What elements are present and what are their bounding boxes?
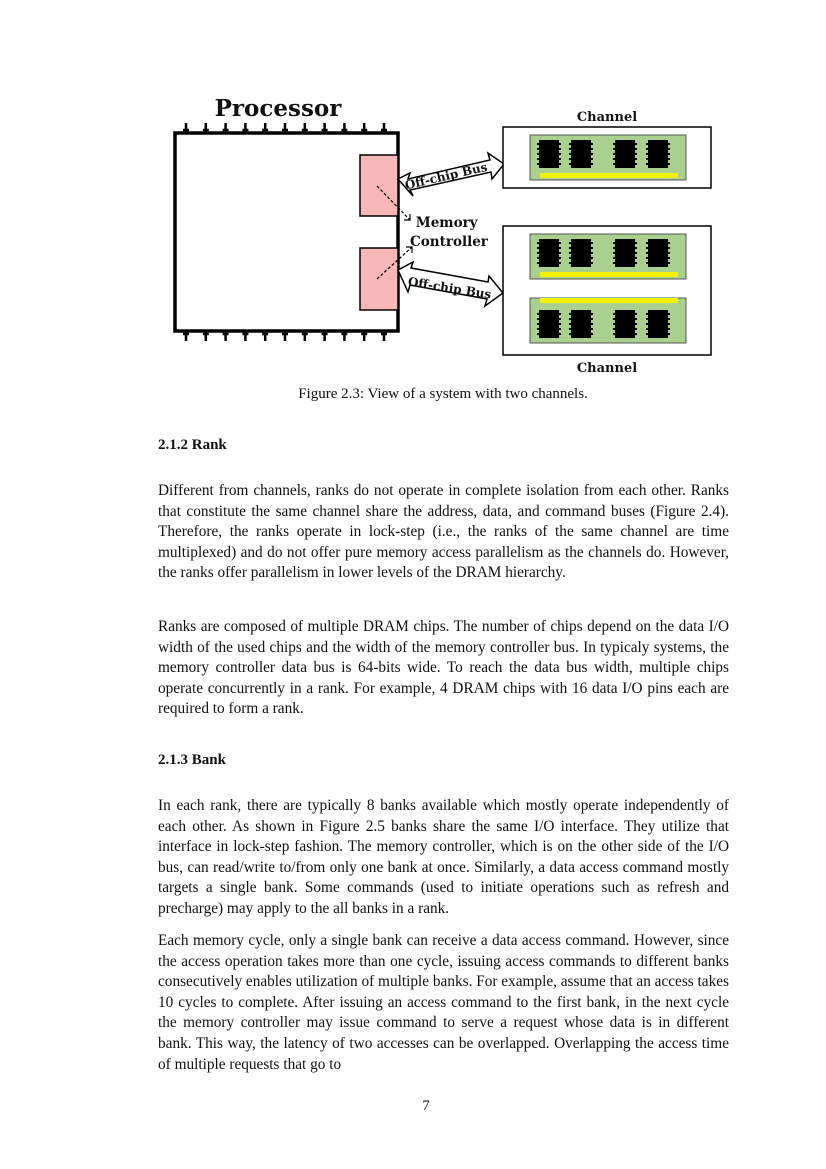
- memory-controller-top: [360, 155, 398, 216]
- dram-chip-icon: [646, 140, 670, 168]
- channel-label-bottom: Channel: [576, 361, 638, 376]
- two-channel-system-figure: [0, 0, 826, 385]
- paragraph: In each rank, there are typically 8 banks available which mostly operate independently of each other. As shown in Figure 2.5 banks share the same I/O interface. They utilize that interface in lock-step fashion. The memory controller, which is on the other side of the I/O bus, can read/write to/from only one bank at once. Similarly, a data access command mostly targets a single bank. Some commands (used to initiate operations such as refresh and precharge) may apply to the all banks in a rank.: [158, 797, 729, 917]
- svg-text:Off-chip Bus: Off-chip Bus: [407, 274, 493, 302]
- dram-chip-icon: [613, 310, 637, 338]
- svg-text:Off-chip Bus: Off-chip Bus: [403, 159, 489, 193]
- off-chip-bus-bottom: [398, 262, 503, 306]
- dram-chip-icon: [537, 239, 561, 267]
- dram-dimm: [530, 135, 686, 180]
- dram-chip-icon: [613, 140, 637, 168]
- section-heading-rank: 2.1.2 Rank: [158, 437, 227, 453]
- dram-chip-icon: [646, 310, 670, 338]
- dram-chip-icon: [569, 239, 593, 267]
- paragraph: Each memory cycle, only a single bank can receive a data access command. However, since the access operation takes more than one cycle, issuing access commands to different banks consecutively enables utilization of multiple banks. For example, assume that an access takes 10 cycles to complete. After issuing an access command to the first bank, in the next cycle the memory controller may issue command to serve a request whose data is in different bank. This way, the latency of two accesses can be overlapped. Overlapping the access time of multiple requests that go to: [158, 932, 729, 1073]
- memory-controller-label: Memory Controller: [410, 215, 488, 250]
- channel-label-top: Channel: [576, 110, 638, 125]
- memory-controller-bottom: [360, 248, 398, 310]
- dram-dimm: [530, 298, 686, 343]
- page-number: 7: [422, 1098, 430, 1114]
- paragraph: Different from channels, ranks do not operate in complete isolation from each other. Ranks that constitute the same channel share the address, data, and command buses (Figure 2.4). Therefore, the ranks operate in lock-step (i.e., the ranks of the same channel are time multiplexed) and do not offer pure memory access parallelism as the channels do. However, the ranks offer parallelism in lower levels of the DRAM hierarchy.: [158, 482, 729, 582]
- dram-chip-icon: [646, 239, 670, 267]
- dram-dimm: [530, 234, 686, 279]
- dram-chip-icon: [569, 140, 593, 168]
- off-chip-bus-top: [398, 153, 504, 196]
- figure-caption: Figure 2.3: View of a system with two channels.: [298, 386, 588, 402]
- dram-chip-icon: [613, 239, 637, 267]
- processor-label: Processor: [214, 95, 342, 122]
- dram-chip-icon: [569, 310, 593, 338]
- dram-chip-icon: [537, 310, 561, 338]
- section-heading-bank: 2.1.3 Bank: [158, 752, 226, 768]
- dram-chip-icon: [537, 140, 561, 168]
- paragraph: Ranks are composed of multiple DRAM chips. The number of chips depend on the data I/O width of the used chips and the width of the memory controller bus. In typicaly systems, the memory controller data bus is 64-bits wide. To reach the data bus width, multiple chips operate concurrently in a rank. For example, 4 DRAM chips with 16 data I/O pins each are required to form a rank.: [158, 618, 729, 718]
